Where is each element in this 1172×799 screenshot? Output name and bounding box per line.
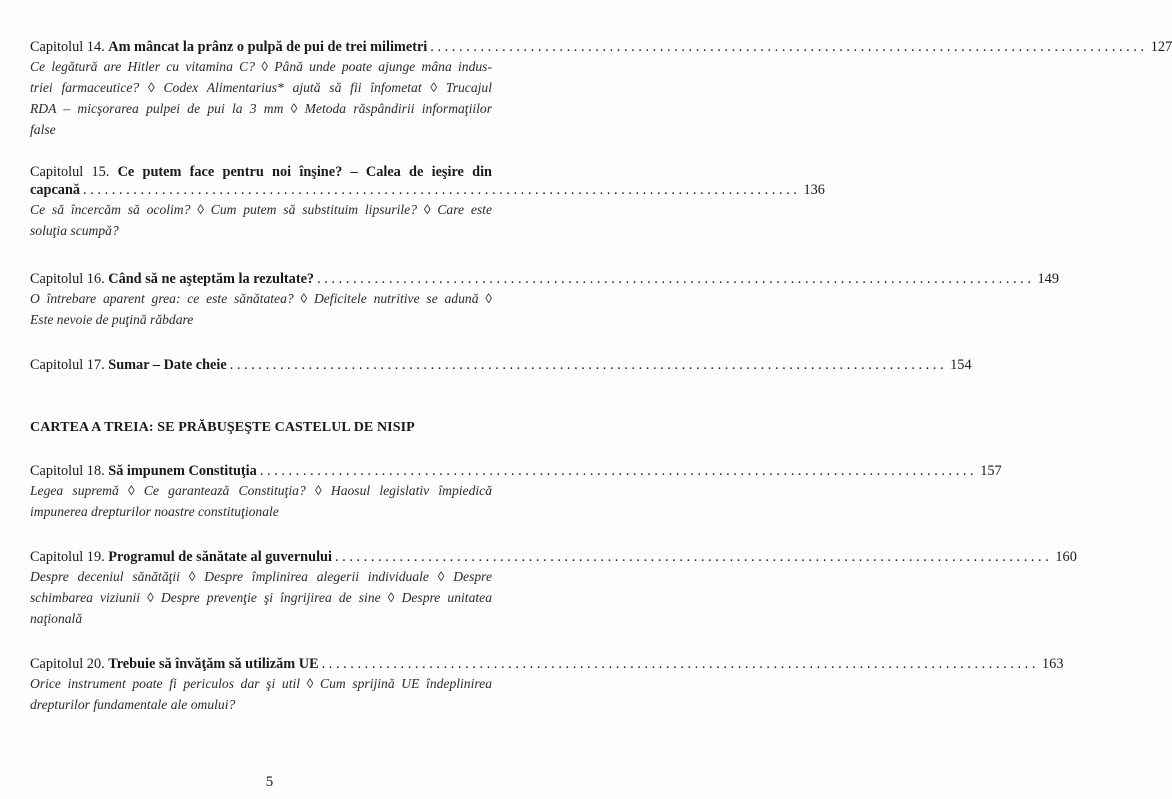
page-ref: 160 — [1055, 549, 1077, 565]
toc-heading-line — [30, 655, 1064, 673]
chapter-description: Ce legătură are Hitler cu vitamina C? ◊ Până unde poate ajunge mâna indus- triei farmaceutice? ◊ Codex Alimentarius* ajută să fii înfometat ◊ Trucajul RDA – micşorarea pulpei de pui la 3 mm ◊ Metoda răspândirii informaţiilor false — [30, 59, 492, 137]
leader-dots: .................................................................................................... — [430, 39, 1148, 55]
chapter-title: Programul de sănătate al guvernului — [108, 549, 332, 565]
chapter-number: Capitolul 19. — [30, 549, 105, 565]
chapter-title: Am mâncat la prânz o pulpă de pui de trei milimetri — [108, 39, 428, 55]
chapter-description: Despre deceniul sănătăţii ◊ Despre împlinirea alegerii individuale ◊ Despre schimbarea viziunii ◊ Despre prevenţie şi îngrijirea de sine ◊ Despre unitatea naţională — [30, 569, 492, 626]
toc-entry-chapter-16 — [30, 270, 1059, 330]
toc-entry-chapter-19 — [30, 548, 1077, 629]
chapter-title: Ce putem face pentru noi înşine? – Calea de ieşire din — [117, 164, 492, 180]
page-ref: 149 — [1037, 271, 1059, 287]
leader-dots: .................................................................................................... — [229, 357, 948, 373]
leader-dots: .................................................................................................... — [334, 549, 1053, 565]
toc-heading-line — [30, 270, 1059, 288]
toc-heading-line — [30, 356, 972, 374]
chapter-title: Sumar – Date cheie — [108, 357, 227, 373]
leader-dots: .................................................................................................... — [83, 182, 801, 198]
toc-entry-chapter-17 — [30, 356, 972, 374]
page-number: 5 — [265, 774, 274, 790]
toc-heading-line — [30, 38, 1172, 56]
chapter-number: Capitolul 20. — [30, 656, 105, 672]
toc-entry-chapter-14 — [30, 38, 1172, 140]
chapter-description: Orice instrument poate fi periculos dar şi util ◊ Cum sprijină UE îndeplinirea drepturilor fundamentale ale omului? — [30, 676, 492, 712]
page-ref: 157 — [980, 463, 1002, 479]
toc-entry-chapter-20 — [30, 655, 1064, 715]
chapter-number: Capitolul 17. — [30, 357, 105, 373]
chapter-number: Capitolul 14. — [30, 39, 105, 55]
leader-dots: .................................................................................................... — [317, 271, 1035, 287]
chapter-number: Capitolul 15. — [30, 164, 110, 180]
toc-heading-line — [30, 548, 1077, 566]
toc-heading-line — [30, 462, 1002, 480]
chapter-title: Trebuie să învăţăm să utilizăm UE — [108, 656, 319, 672]
chapter-title: Să impunem Constituţia — [108, 463, 257, 479]
toc-entry-chapter-15 — [30, 163, 825, 241]
leader-dots: .................................................................................................... — [259, 463, 978, 479]
page-ref: 136 — [803, 182, 825, 198]
chapter-description: Ce să încercăm să ocolim? ◊ Cum putem să substituim lipsurile? ◊ Care este soluţia scumpă? — [30, 202, 492, 238]
toc-heading-line — [30, 163, 492, 181]
chapter-number: Capitolul 16. — [30, 271, 105, 287]
page-ref: 163 — [1042, 656, 1064, 672]
toc-entry-chapter-18 — [30, 462, 1002, 522]
chapter-description: Legea supremă ◊ Ce garantează Constituţia? ◊ Haosul legislativ împiedică impunerea drepturilor noastre constituţionale — [30, 483, 492, 519]
toc-heading-line-2 — [30, 181, 825, 199]
leader-dots: .................................................................................................... — [321, 656, 1040, 672]
chapter-title-continued: capcană — [30, 182, 81, 198]
chapter-title: Când să ne aşteptăm la rezultate? — [108, 271, 315, 287]
chapter-description: O întrebare aparent grea: ce este sănătatea? ◊ Deficitele nutritive se adună ◊ Este nevoie de puţină răbdare — [30, 291, 492, 327]
page-ref: 127 — [1150, 39, 1172, 55]
chapter-number: Capitolul 18. — [30, 463, 105, 479]
section-heading: CARTEA A TREIA: SE PRĂBUŞEŞTE CASTELUL DE NISIP — [30, 420, 415, 435]
page-ref: 154 — [950, 357, 972, 373]
